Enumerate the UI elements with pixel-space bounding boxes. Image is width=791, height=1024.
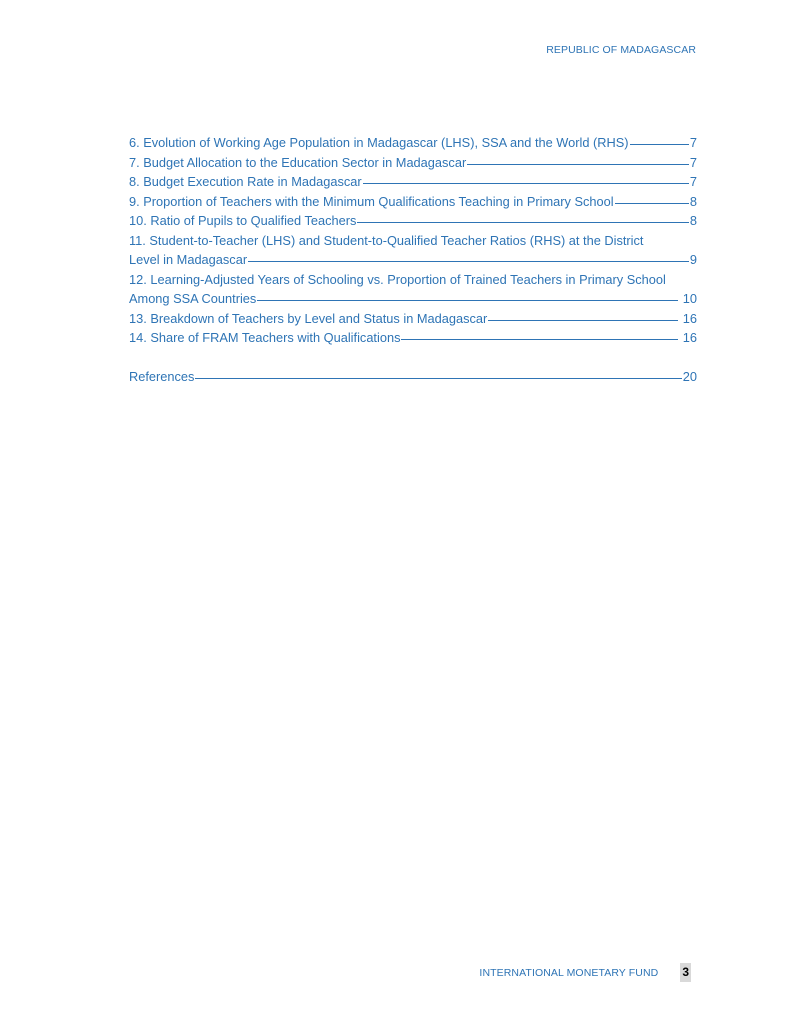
toc-entry-title: 9. Proportion of Teachers with the Minimum Qualifications Teaching in Primary School bbox=[129, 193, 614, 209]
toc-entry-figure-13[interactable] bbox=[129, 309, 697, 329]
toc-entry-figure-7[interactable] bbox=[129, 153, 697, 173]
toc-entry-page: 16 bbox=[682, 330, 697, 345]
toc-dot-leader bbox=[615, 203, 689, 204]
table-of-figures bbox=[129, 133, 697, 387]
toc-entry-figure-14[interactable] bbox=[129, 328, 697, 348]
toc-entry-page: 7 bbox=[689, 174, 697, 189]
toc-entry-title: 8. Budget Execution Rate in Madagascar bbox=[129, 174, 362, 189]
toc-entry-page: 7 bbox=[689, 154, 697, 170]
toc-entry-figure-6[interactable] bbox=[129, 133, 697, 153]
toc-entry-title-line1: 11. Student-to-Teacher (LHS) and Student-to-Qualified Teacher Ratios (RHS) at the District bbox=[129, 232, 644, 248]
toc-dot-leader bbox=[488, 320, 677, 321]
toc-entry-title-line2: Level in Madagascar bbox=[129, 252, 248, 267]
toc-entry-title: 6. Evolution of Working Age Population in Madagascar (LHS), SSA and the World (RHS) bbox=[129, 135, 629, 150]
toc-entry-figure-11[interactable] bbox=[129, 231, 697, 270]
toc-entry-title: References bbox=[129, 369, 195, 384]
toc-entry-title: 10. Ratio of Pupils to Qualified Teachers bbox=[129, 213, 357, 228]
toc-entry-references[interactable] bbox=[129, 367, 697, 387]
toc-dot-leader bbox=[248, 261, 689, 262]
toc-dot-leader bbox=[467, 164, 689, 165]
toc-dot-leader bbox=[401, 339, 677, 340]
toc-dot-leader bbox=[195, 378, 681, 379]
toc-entry-page: 9 bbox=[689, 252, 697, 267]
toc-entry-page: 20 bbox=[682, 369, 697, 384]
toc-entry-page: 8 bbox=[689, 193, 697, 209]
toc-entry-figure-10[interactable] bbox=[129, 211, 697, 231]
page-number: 3 bbox=[680, 963, 691, 982]
toc-entry-page: 10 bbox=[682, 291, 697, 306]
toc-entry-title-line1: 12. Learning-Adjusted Years of Schooling vs. Proportion of Trained Teachers in Primary School bbox=[129, 271, 666, 287]
toc-dot-leader bbox=[257, 300, 677, 301]
toc-entry-figure-9[interactable] bbox=[129, 192, 697, 212]
toc-entry-title: 14. Share of FRAM Teachers with Qualifications bbox=[129, 330, 401, 345]
page-footer bbox=[479, 963, 691, 982]
toc-dot-leader bbox=[630, 144, 689, 145]
toc-dot-leader bbox=[363, 183, 689, 184]
toc-dot-leader bbox=[357, 222, 688, 223]
toc-entry-page: 8 bbox=[689, 213, 697, 228]
toc-entry-page: 7 bbox=[689, 135, 697, 150]
toc-entry-title-line2: Among SSA Countries bbox=[129, 291, 257, 306]
running-header: REPUBLIC OF MADAGASCAR bbox=[546, 44, 696, 56]
toc-spacer bbox=[129, 348, 697, 368]
toc-entry-figure-12[interactable] bbox=[129, 270, 697, 309]
toc-entry-title: 13. Breakdown of Teachers by Level and Status in Madagascar bbox=[129, 310, 488, 326]
toc-entry-page: 16 bbox=[682, 310, 697, 326]
footer-label: INTERNATIONAL MONETARY FUND bbox=[479, 966, 659, 979]
toc-entry-figure-8[interactable] bbox=[129, 172, 697, 192]
toc-entry-title: 7. Budget Allocation to the Education Sector in Madagascar bbox=[129, 154, 467, 170]
